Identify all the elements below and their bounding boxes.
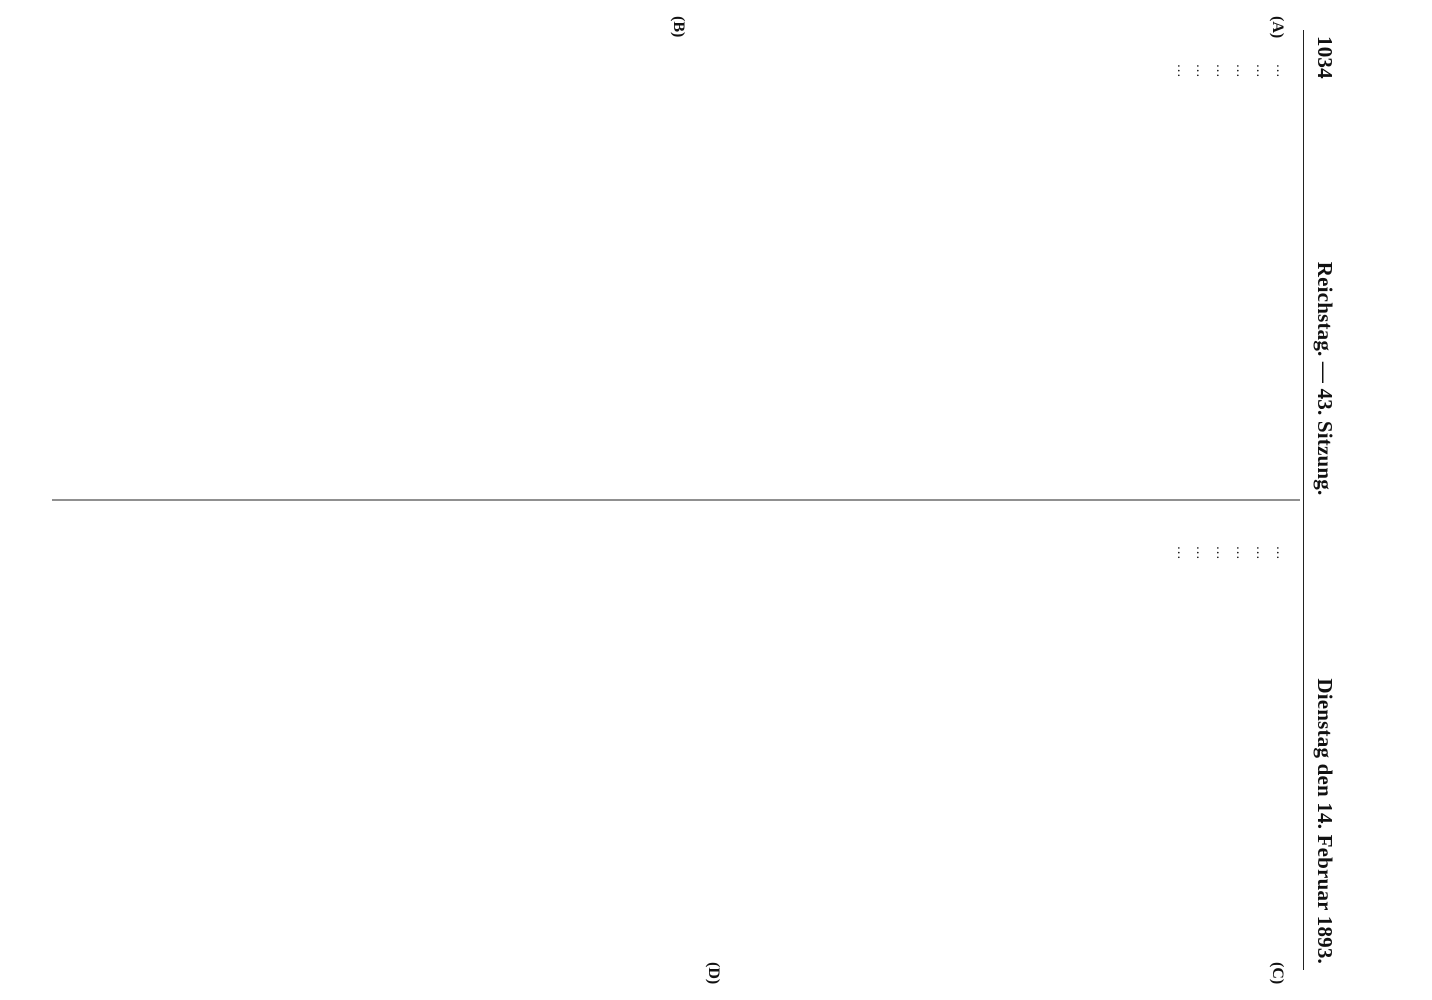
paragraph: … bbox=[1253, 545, 1269, 560]
margin-marker-d: (D) bbox=[705, 962, 722, 985]
paragraph: … bbox=[1233, 63, 1249, 78]
page-title: Reichstag. — 43. Sitzung. bbox=[1313, 261, 1338, 496]
text-column-left bbox=[42, 44, 1290, 474]
paragraph: … bbox=[1173, 63, 1189, 78]
paragraph: … bbox=[1233, 545, 1249, 560]
paragraph: … bbox=[1193, 545, 1209, 560]
paragraph: … bbox=[1193, 63, 1209, 78]
paragraph: … bbox=[1273, 545, 1288, 560]
column-divider bbox=[52, 500, 1300, 501]
margin-marker-b: (B) bbox=[670, 16, 687, 38]
paragraph: … bbox=[1253, 63, 1269, 78]
paragraph: … bbox=[1213, 545, 1229, 560]
paragraph: … bbox=[1173, 545, 1189, 560]
page-header bbox=[1308, 0, 1342, 1000]
paragraph: … bbox=[1213, 63, 1229, 78]
paragraph: … bbox=[1273, 63, 1288, 78]
header-rule bbox=[1303, 30, 1304, 970]
margin-marker-a: (A) bbox=[1269, 16, 1286, 39]
margin-marker-c: (C) bbox=[1269, 962, 1286, 985]
text-column-right bbox=[42, 526, 1290, 956]
page-date: Dienstag den 14. Februar 1893. bbox=[1313, 678, 1338, 964]
page-number: 1034 bbox=[1313, 36, 1338, 79]
